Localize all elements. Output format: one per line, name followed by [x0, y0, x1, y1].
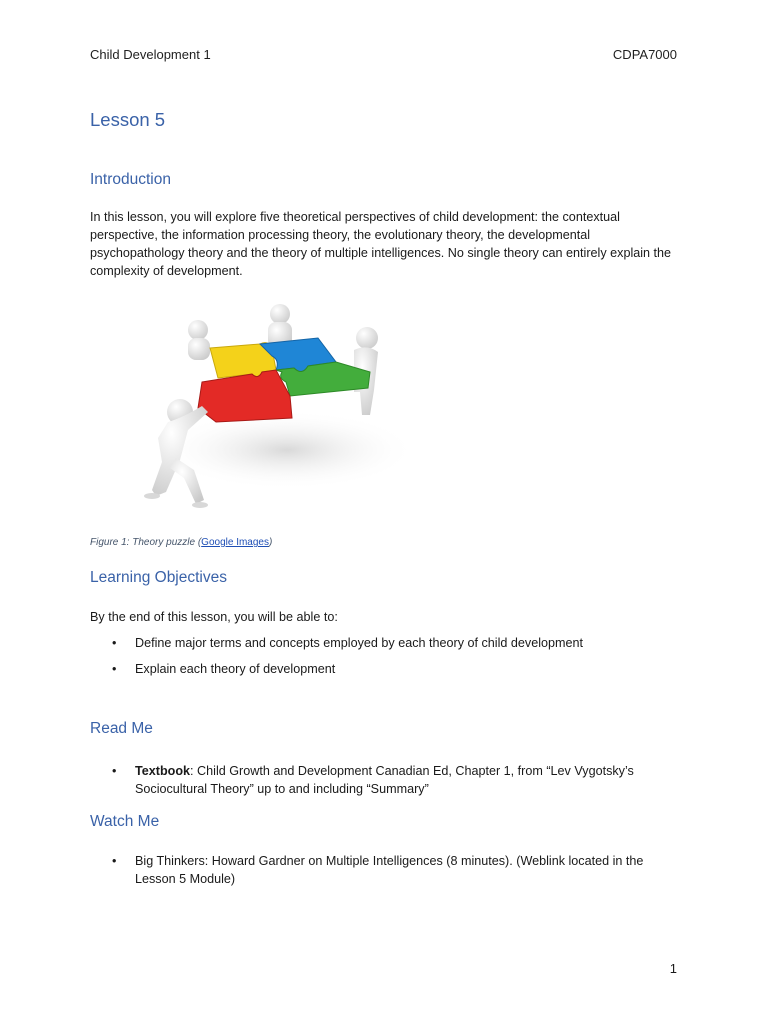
figure-back-left: [188, 320, 210, 360]
header-course-code: CDPA7000: [612, 47, 677, 62]
page-number: 1: [669, 961, 677, 976]
textbook-label: Textbook: [135, 764, 191, 778]
lesson-title: Lesson 5: [90, 109, 166, 130]
video-reference: Big Thinkers: Howard Gardner on Multiple Intelligences (8 minutes). (Weblink located in the Lesson 5 Module): [135, 854, 644, 886]
theory-puzzle-image: [122, 300, 412, 525]
read-me-list: [90, 762, 680, 798]
bullet: •: [112, 854, 117, 868]
learning-objectives-list: [90, 634, 680, 678]
textbook-reference: : Child Growth and Development Canadian Ed, Chapter 1, from “Lev Vygotsky’s Sociocultural Theory” up to and including “Summary”: [135, 764, 634, 796]
watch-me-list: [90, 852, 680, 888]
list-item: [90, 852, 680, 888]
list-item: [90, 762, 680, 798]
caption-close: ): [269, 537, 273, 548]
objective-text: Explain each theory of development: [135, 662, 336, 676]
objective-text: Define major terms and concepts employed by each theory of child development: [135, 636, 584, 650]
read-me-heading: Read Me: [90, 720, 153, 737]
watch-me-heading: Watch Me: [90, 813, 160, 830]
list-item: [90, 634, 680, 652]
bullet: •: [112, 764, 117, 778]
caption-text: Figure 1: Theory puzzle (: [90, 537, 202, 548]
google-images-link[interactable]: Google Images: [201, 537, 269, 548]
list-item: [90, 660, 680, 678]
header-course-name: Child Development 1: [90, 47, 211, 62]
introduction-text: In this lesson, you will explore five theoretical perspectives of child development: the contextual perspective, the information processing theory, the evolutionary theory, the developmental psychopathology theory and the theory of multiple intelligences. No single theory can entirely explain the complexity of development.: [90, 210, 672, 278]
introduction-heading: Introduction: [90, 171, 171, 188]
learning-objectives-heading: Learning Objectives: [90, 569, 227, 586]
bullet: •: [112, 662, 117, 676]
puzzle-piece-red: [198, 370, 292, 422]
bullet: •: [112, 636, 117, 650]
learning-objectives-intro: By the end of this lesson, you will be able to:: [90, 610, 338, 624]
figure-caption: [90, 537, 272, 548]
